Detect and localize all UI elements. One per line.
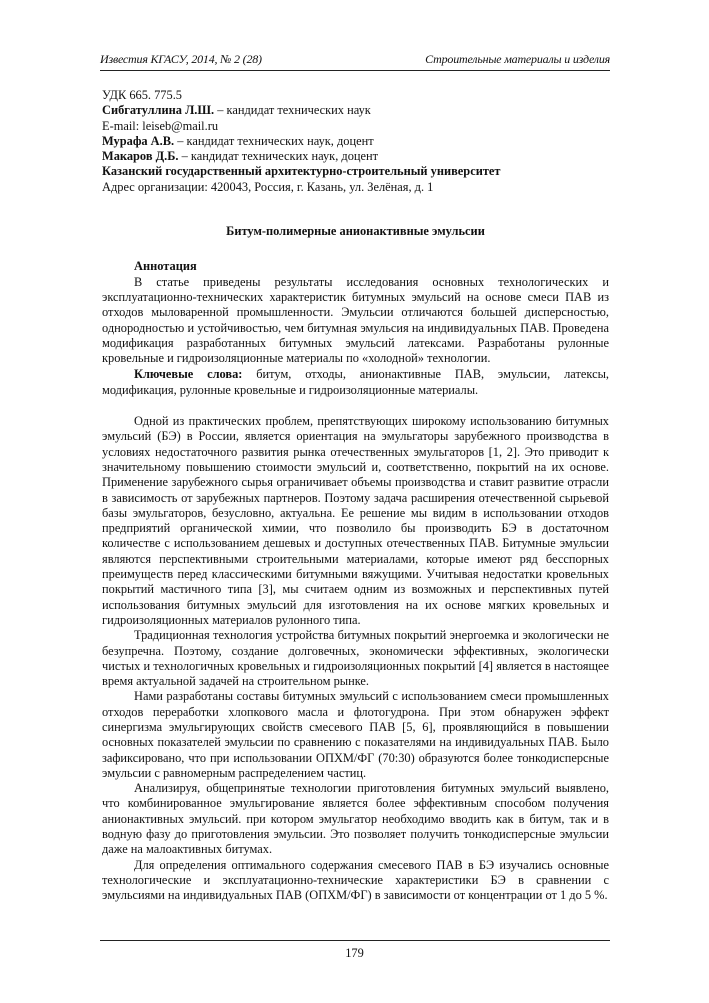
- journal-section: Строительные материалы и изделия: [425, 52, 610, 66]
- author-title: – кандидат технических наук: [214, 103, 371, 118]
- keywords-list: битум, отходы, анионактивные ПАВ, эмульсии, латексы, модификация, рулонные кровельные и гидроизоляционные материалы.: [102, 367, 609, 397]
- author-3: [102, 149, 609, 164]
- keywords-label: Ключевые слова:: [134, 367, 243, 382]
- udk-code: УДК 665. 775.5: [102, 88, 182, 102]
- article-body: [102, 88, 609, 904]
- paragraph: Одной из практических проблем, препятствующих широкому использованию битумных эмульсий (БЭ) в России, является ориентация на эмульгаторы зарубежного производства в условиях недостаточного развития рынка отечественных эмульгаторов [1, 2]. Это приводит к значительному повышению стоимости эмульсий и, соответственно, покрытий на их основе. Применение зарубежного сырья ограничивает объемы производства и ставит развитие отрасли в зависимость от зарубежных партнеров. Поэтому задача расширения отечественной сырьевой базы эмульгаторов, безусловно, актуальна. Ее решение мы видим в использовании отходов предприятий органической химии, что позволило бы производить БЭ в достаточном количестве с использованием дешевых и доступных отечественных ПАВ. Битумные эмульсии являются перспективными строительными материалами, которые имеют ряд бесспорных преимуществ перед классическими битумными вяжущими. Учитывая недостатки кровельных покрытий мастичного типа [3], мы считаем одним из возможных и перспективных путей использования битумных эмульсий для изготовления на их основе мягких кровельных и гидроизоляционных материалов рулонного типа.: [102, 414, 609, 627]
- author-2: [102, 134, 609, 149]
- author-name: Макаров Д.Б.: [102, 149, 179, 164]
- page-number: 179: [345, 946, 364, 960]
- university: Казанский государственный архитектурно-строительный университет: [102, 164, 501, 179]
- author-title: – кандидат технических наук, доцент: [174, 133, 374, 148]
- paragraph: Нами разработаны составы битумных эмульсий с использованием смеси промышленных отходов переработки хлопкового масла и флотогудрона. При этом обнаружен эффект синергизма эмульгирующих свойств смесевого ПАВ [5, 6], проявляющийся в повышении основных показателей эмульсии по сравнению с показателями на индивидуальных ПАВ. Было зафиксировано, что при использовании ОПХМ/ФГ (70:30) образуются более тонкодисперсные эмульсии с равномерным распределением частиц.: [102, 689, 609, 780]
- address: Адрес организации: 420043, Россия, г. Казань, ул. Зелёная, д. 1: [102, 179, 434, 194]
- section-gap: [102, 398, 609, 414]
- journal-issue: Известия КГАСУ, 2014, № 2 (28): [100, 52, 262, 66]
- paragraph: Анализируя, общепринятые технологии приготовления битумных эмульсий выявлено, что комбинированное эмульгирование является более эффективным способом получения анионактивных эмульсий. при котором эмульгатор необходимо вводить как в битум, так и в водную фазу до приготовления эмульсии. Это позволяет получить тонкодисперсные эмульсии даже на малоактивных битумах.: [102, 781, 609, 857]
- paragraph: Традиционная технология устройства битумных покрытий энергоемка и экологически не безупречна. Поэтому, создание долговечных, экономически эффективных, экологически чистых и технологичных кровельных и гидроизоляционных покрытий [4] является в настоящее время актуальной задачей на строительном рынке.: [102, 628, 609, 689]
- author-email: E-mail: leiseb@mail.ru: [102, 118, 219, 133]
- footer-rule: [100, 940, 610, 941]
- article-title: Битум-полимерные анионактивные эмульсии: [226, 224, 485, 239]
- author-1: [102, 103, 609, 118]
- author-title: – кандидат технических наук, доцент: [178, 149, 379, 164]
- abstract-text: В статье приведены результаты исследования основных технологических и эксплуатационно-технических характеристик битумных эмульсий на основе смеси ПАВ из отходов мыловаренной промышленности. Эмульсии отличаются большей дисперсностью, однородностью и устойчивостью, чем битумная эмульсия на индивидуальных ПАВ. Проведена модификация разработанных битумных эмульсий латексами. Разработаны рулонные кровельные и гидроизоляционные материалы по «холодной» технологии.: [102, 274, 609, 366]
- paragraph: Для определения оптимального содержания смесевого ПАВ в БЭ изучались основные технологические и эксплуатационно-технические характеристики БЭ в сравнении с эмульсиями на индивидуальных ПАВ (ОПХМ/ФГ) в зависимости от концентрации от 1 до 5 %.: [102, 857, 609, 903]
- running-header: [100, 52, 610, 71]
- abstract-heading: Аннотация: [134, 259, 197, 274]
- article-meta: [102, 88, 609, 195]
- keywords: [102, 367, 609, 398]
- author-name: Мурафа А.В.: [102, 133, 175, 148]
- author-name: Сибгатуллина Л.Ш.: [102, 103, 215, 118]
